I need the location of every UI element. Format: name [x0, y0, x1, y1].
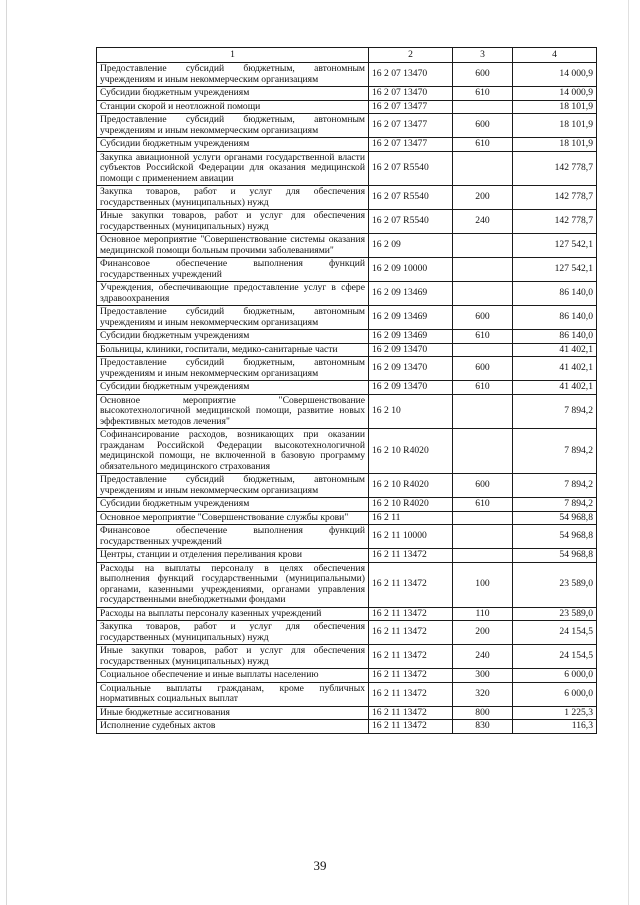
row-sum-cell: 7 894,2 — [513, 429, 597, 474]
row-name-cell: Субсидии бюджетным учреждениям — [97, 381, 369, 395]
row-type-cell — [453, 234, 513, 258]
row-sum-cell: 6 000,0 — [513, 682, 597, 706]
row-code-cell: 16 2 09 13470 — [369, 343, 453, 357]
table-row — [97, 186, 597, 210]
scan-edge-left — [6, 0, 7, 905]
row-sum-cell: 86 140,0 — [513, 282, 597, 306]
table-row — [97, 645, 597, 669]
row-code-cell: 16 2 09 13470 — [369, 357, 453, 381]
table-row — [97, 394, 597, 429]
row-code-cell: 16 2 07 13470 — [369, 87, 453, 101]
row-name-cell: Иные бюджетные ассигнования — [97, 706, 369, 720]
table-row — [97, 682, 597, 706]
row-name-cell: Основное мероприятие "Совершенствование службы крови" — [97, 511, 369, 525]
row-type-cell — [453, 151, 513, 186]
table-row — [97, 562, 597, 607]
scan-edge-right — [628, 0, 629, 905]
row-type-cell: 610 — [453, 138, 513, 152]
table-row — [97, 525, 597, 549]
row-code-cell: 16 2 07 R5540 — [369, 186, 453, 210]
row-name-cell: Предоставление субсидий бюджетным, автономным учреждениям и иным некоммерческим организациям — [97, 63, 369, 87]
table-row — [97, 258, 597, 282]
table-row — [97, 306, 597, 330]
row-type-cell: 320 — [453, 682, 513, 706]
row-name-cell: Субсидии бюджетным учреждениям — [97, 498, 369, 512]
row-name-cell: Субсидии бюджетным учреждениям — [97, 138, 369, 152]
row-code-cell: 16 2 11 13472 — [369, 621, 453, 645]
row-type-cell — [453, 343, 513, 357]
row-type-cell: 600 — [453, 306, 513, 330]
row-sum-cell: 127 542,1 — [513, 234, 597, 258]
row-type-cell: 200 — [453, 621, 513, 645]
row-type-cell — [453, 282, 513, 306]
row-sum-cell: 24 154,5 — [513, 621, 597, 645]
row-code-cell: 16 2 11 13472 — [369, 706, 453, 720]
header-col-1: 1 — [97, 48, 369, 63]
row-name-cell: Учреждения, обеспечивающие предоставление услуг в сфере здравоохранения — [97, 282, 369, 306]
row-code-cell: 16 2 07 13477 — [369, 138, 453, 152]
row-type-cell — [453, 394, 513, 429]
row-type-cell: 240 — [453, 210, 513, 234]
row-code-cell: 16 2 07 R5540 — [369, 210, 453, 234]
table-row — [97, 720, 597, 734]
row-sum-cell: 142 778,7 — [513, 210, 597, 234]
row-name-cell: Субсидии бюджетным учреждениям — [97, 330, 369, 344]
table-row — [97, 343, 597, 357]
header-col-4: 4 — [513, 48, 597, 63]
row-sum-cell: 54 968,8 — [513, 525, 597, 549]
row-code-cell: 16 2 07 13470 — [369, 63, 453, 87]
row-sum-cell: 7 894,2 — [513, 474, 597, 498]
row-type-cell: 600 — [453, 114, 513, 138]
table-row — [97, 151, 597, 186]
row-name-cell: Предоставление субсидий бюджетным, автономным учреждениям и иным некоммерческим организациям — [97, 474, 369, 498]
table-row — [97, 498, 597, 512]
row-name-cell: Основное мероприятие "Совершенствование высокотехнологичной медицинской помощи, развитие новых эффективных методов лечения" — [97, 394, 369, 429]
row-sum-cell: 41 402,1 — [513, 343, 597, 357]
table-row — [97, 621, 597, 645]
row-name-cell: Предоставление субсидий бюджетным, автономным учреждениям и иным некоммерческим организациям — [97, 357, 369, 381]
row-type-cell: 600 — [453, 474, 513, 498]
row-code-cell: 16 2 09 13469 — [369, 330, 453, 344]
row-type-cell: 240 — [453, 645, 513, 669]
row-name-cell: Станции скорой и неотложной помощи — [97, 100, 369, 114]
row-sum-cell: 127 542,1 — [513, 258, 597, 282]
row-code-cell: 16 2 09 10000 — [369, 258, 453, 282]
header-col-2: 2 — [369, 48, 453, 63]
row-name-cell: Финансовое обеспечение выполнения функций государственных учреждений — [97, 258, 369, 282]
row-code-cell: 16 2 11 13472 — [369, 607, 453, 621]
table-row — [97, 549, 597, 563]
header-row — [97, 48, 597, 63]
table-row — [97, 429, 597, 474]
row-sum-cell: 23 589,0 — [513, 562, 597, 607]
table-row — [97, 706, 597, 720]
row-code-cell: 16 2 11 13472 — [369, 669, 453, 683]
row-code-cell: 16 2 11 13472 — [369, 645, 453, 669]
row-type-cell — [453, 258, 513, 282]
table-row — [97, 357, 597, 381]
row-type-cell — [453, 511, 513, 525]
row-type-cell: 300 — [453, 669, 513, 683]
row-code-cell: 16 2 10 R4020 — [369, 474, 453, 498]
row-type-cell — [453, 100, 513, 114]
row-code-cell: 16 2 09 13469 — [369, 282, 453, 306]
table-row — [97, 138, 597, 152]
row-type-cell: 600 — [453, 357, 513, 381]
row-sum-cell: 6 000,0 — [513, 669, 597, 683]
table-row — [97, 607, 597, 621]
row-sum-cell: 41 402,1 — [513, 357, 597, 381]
row-type-cell: 610 — [453, 498, 513, 512]
budget-table — [96, 47, 597, 734]
row-sum-cell: 18 101,9 — [513, 138, 597, 152]
row-sum-cell: 18 101,9 — [513, 100, 597, 114]
row-name-cell: Больницы, клиники, госпитали, медико-санитарные части — [97, 343, 369, 357]
row-name-cell: Закупка авиационной услуги органами государственной власти субъектов Российской Федерации для оказания медицинской помощи с применением авиации — [97, 151, 369, 186]
row-sum-cell: 54 968,8 — [513, 549, 597, 563]
table-row — [97, 114, 597, 138]
row-sum-cell: 18 101,9 — [513, 114, 597, 138]
row-code-cell: 16 2 07 13477 — [369, 100, 453, 114]
row-name-cell: Социальное обеспечение и иные выплаты населению — [97, 669, 369, 683]
header-col-3: 3 — [453, 48, 513, 63]
row-sum-cell: 7 894,2 — [513, 498, 597, 512]
row-code-cell: 16 2 09 13469 — [369, 306, 453, 330]
page-number: 39 — [313, 858, 327, 873]
row-name-cell: Закупка товаров, работ и услуг для обеспечения государственных (муниципальных) нужд — [97, 186, 369, 210]
table-row — [97, 669, 597, 683]
row-name-cell: Финансовое обеспечение выполнения функций государственных учреждений — [97, 525, 369, 549]
row-code-cell: 16 2 11 13472 — [369, 720, 453, 734]
row-code-cell: 16 2 11 10000 — [369, 525, 453, 549]
table-row — [97, 282, 597, 306]
row-name-cell: Исполнение судебных актов — [97, 720, 369, 734]
row-sum-cell: 116,3 — [513, 720, 597, 734]
row-sum-cell: 142 778,7 — [513, 186, 597, 210]
row-type-cell — [453, 429, 513, 474]
row-type-cell: 600 — [453, 63, 513, 87]
row-code-cell: 16 2 10 R4020 — [369, 498, 453, 512]
table-row — [97, 330, 597, 344]
row-type-cell — [453, 549, 513, 563]
row-code-cell: 16 2 11 13472 — [369, 549, 453, 563]
row-sum-cell: 86 140,0 — [513, 306, 597, 330]
row-code-cell: 16 2 10 R4020 — [369, 429, 453, 474]
table-row — [97, 474, 597, 498]
table-row — [97, 100, 597, 114]
row-sum-cell: 1 225,3 — [513, 706, 597, 720]
row-sum-cell: 23 589,0 — [513, 607, 597, 621]
row-code-cell: 16 2 07 13477 — [369, 114, 453, 138]
row-code-cell: 16 2 11 13472 — [369, 562, 453, 607]
row-code-cell: 16 2 09 13470 — [369, 381, 453, 395]
row-sum-cell: 24 154,5 — [513, 645, 597, 669]
row-type-cell — [453, 525, 513, 549]
table-row — [97, 381, 597, 395]
row-name-cell: Софинансирование расходов, возникающих при оказании гражданам Российской Федерации высокотехнологичной медицинской помощи, не включенной в базовую программу обязательного медицинского страхования — [97, 429, 369, 474]
row-name-cell: Основное мероприятие "Совершенствование системы оказания медицинской помощи больным прочими заболеваниями" — [97, 234, 369, 258]
row-sum-cell: 86 140,0 — [513, 330, 597, 344]
row-type-cell: 610 — [453, 87, 513, 101]
row-name-cell: Иные закупки товаров, работ и услуг для обеспечения государственных (муниципальных) нужд — [97, 645, 369, 669]
row-type-cell: 110 — [453, 607, 513, 621]
row-sum-cell: 7 894,2 — [513, 394, 597, 429]
table-row — [97, 210, 597, 234]
row-name-cell: Социальные выплаты гражданам, кроме публичных нормативных социальных выплат — [97, 682, 369, 706]
row-name-cell: Иные закупки товаров, работ и услуг для обеспечения государственных (муниципальных) нужд — [97, 210, 369, 234]
row-code-cell: 16 2 11 13472 — [369, 682, 453, 706]
row-name-cell: Предоставление субсидий бюджетным, автономным учреждениям и иным некоммерческим организациям — [97, 306, 369, 330]
row-name-cell: Закупка товаров, работ и услуг для обеспечения государственных (муниципальных) нужд — [97, 621, 369, 645]
row-code-cell: 16 2 09 — [369, 234, 453, 258]
table-row — [97, 63, 597, 87]
row-name-cell: Субсидии бюджетным учреждениям — [97, 87, 369, 101]
row-sum-cell: 142 778,7 — [513, 151, 597, 186]
row-name-cell: Предоставление субсидий бюджетным, автономным учреждениям и иным некоммерческим организациям — [97, 114, 369, 138]
row-name-cell: Расходы на выплаты персоналу в целях обеспечения выполнения функций государственными (муниципальными) органами, казенными учреждениями, органами управления государственными внебюджетными фондами — [97, 562, 369, 607]
table-row — [97, 234, 597, 258]
row-type-cell: 200 — [453, 186, 513, 210]
row-type-cell: 610 — [453, 330, 513, 344]
row-type-cell: 800 — [453, 706, 513, 720]
table-row — [97, 87, 597, 101]
row-type-cell: 100 — [453, 562, 513, 607]
row-sum-cell: 14 000,9 — [513, 87, 597, 101]
row-code-cell: 16 2 07 R5540 — [369, 151, 453, 186]
row-name-cell: Расходы на выплаты персоналу казенных учреждений — [97, 607, 369, 621]
row-sum-cell: 14 000,9 — [513, 63, 597, 87]
row-sum-cell: 54 968,8 — [513, 511, 597, 525]
table-row — [97, 511, 597, 525]
row-code-cell: 16 2 11 — [369, 511, 453, 525]
row-type-cell: 610 — [453, 381, 513, 395]
row-type-cell: 830 — [453, 720, 513, 734]
budget-table-body — [97, 48, 597, 734]
row-name-cell: Центры, станции и отделения переливания крови — [97, 549, 369, 563]
row-sum-cell: 41 402,1 — [513, 381, 597, 395]
row-code-cell: 16 2 10 — [369, 394, 453, 429]
